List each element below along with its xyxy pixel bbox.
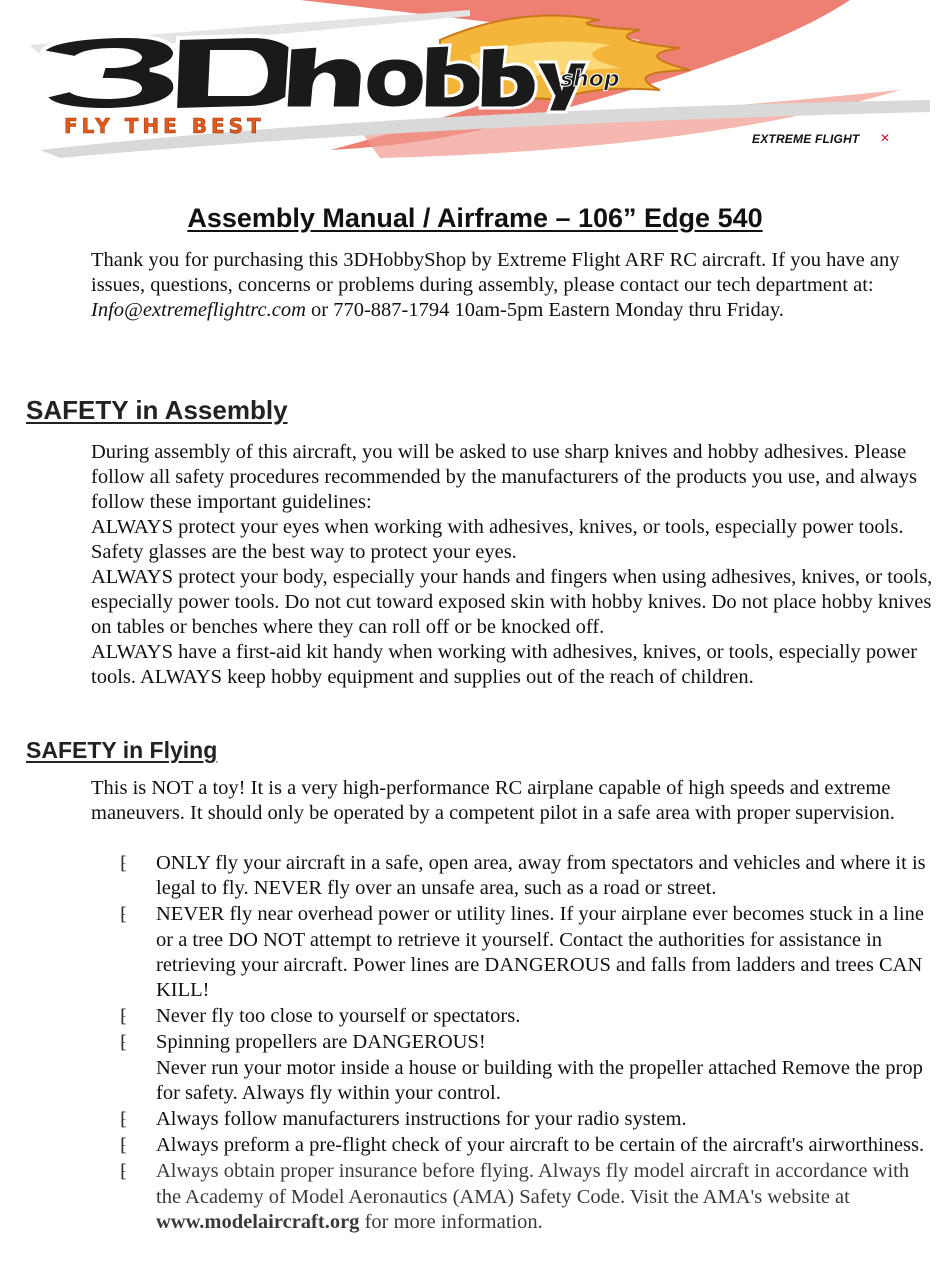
list-item xyxy=(120,1004,935,1029)
list-item xyxy=(120,902,935,1003)
rule-text: Always obtain proper insurance before flying. Always fly model aircraft in accordance with the Academy of Model Aeronautics (AMA) Safety Code. Visit the AMA's website at xyxy=(156,1160,910,1208)
contact-email[interactable]: Info@extremeflightrc.com xyxy=(91,299,306,321)
section-heading-safety-flying: SAFETY in Flying xyxy=(26,737,218,763)
intro-paragraph xyxy=(91,248,931,323)
bracket-bullet-icon: ⁅ xyxy=(120,1032,128,1054)
svg-text:shop: shop xyxy=(560,67,620,92)
safety-rules-list xyxy=(120,851,935,1236)
assembly-paragraph: ALWAYS protect your body, especially your hands and fingers when using adhesives, knives, or tools, especially power tools. Do not cut toward exposed skin with hobby knives. Do not place hobby knives on tables or benches where they can roll off or be knocked off. xyxy=(91,566,933,638)
assembly-paragraph: During assembly of this aircraft, you will be asked to use sharp knives and hobby adhesives. Please follow all safety procedures recommended by the manufacturers of the products you use, and always follow these important guidelines: xyxy=(91,441,917,513)
rule-text: ONLY fly your aircraft in a safe, open area, away from spectators and vehicles and where it is legal to fly. NEVER fly over an unsafe area, such as a road or street. xyxy=(156,852,926,900)
bracket-bullet-icon: ⁅ xyxy=(120,1135,128,1157)
rule-continuation: Never run your motor inside a house or building with the propeller attached Remove the prop for safety. Always fly within your control. xyxy=(156,1056,923,1104)
list-item xyxy=(120,1159,935,1235)
intro-contact-hours: or 770-887-1794 10am-5pm Eastern Monday thru Friday. xyxy=(305,299,784,321)
rule-text: Always follow manufacturers instructions for your radio system. xyxy=(156,1108,687,1131)
bracket-bullet-icon: ⁅ xyxy=(120,1161,128,1183)
list-item xyxy=(120,851,935,901)
rule-text: NEVER fly near overhead power or utility lines. If your airplane ever becomes stuck in a line or a tree DO NOT attempt to retrieve it yourself. Contact the authorities for assistance in retrieving your aircraft. Power lines are DANGEROUS and falls from ladders and trees CAN KILL! xyxy=(156,903,924,1002)
ama-website-link[interactable]: www.modelaircraft.org xyxy=(156,1210,360,1233)
safety-flying-intro: This is NOT a toy! It is a very high-performance RC airplane capable of high speeds and extreme maneuvers. It should only be operated by a competent pilot in a safe area with proper supervision. xyxy=(91,777,895,824)
list-item xyxy=(120,1107,935,1132)
extreme-flight-logo: EXTREME FLIGHT xyxy=(752,132,860,146)
assembly-paragraph: ALWAYS protect your eyes when working with adhesives, knives, or tools, especially power tools. Safety glasses are the best way to protect your eyes. xyxy=(91,516,904,563)
list-item xyxy=(120,1133,935,1158)
bracket-bullet-icon: ⁅ xyxy=(120,853,128,874)
list-item xyxy=(120,1030,935,1106)
banner-tagline: FLY THE BEST xyxy=(64,114,265,138)
rule-text: Never fly too close to yourself or spectators. xyxy=(156,1005,521,1028)
intro-text: Thank you for purchasing this 3DHobbyShop by Extreme Flight ARF RC aircraft. If you have any issues, questions, concerns or problems during assembly, please contact our tech department at: xyxy=(91,249,900,296)
rule-text: Spinning propellers are DANGEROUS! xyxy=(156,1031,486,1054)
safety-assembly-body xyxy=(91,440,936,690)
rule-text: Always preform a pre-flight check of your aircraft to be certain of the aircraft's airworthiness. xyxy=(156,1134,925,1157)
document-title: Assembly Manual / Airframe – 106” Edge 540 xyxy=(187,203,763,233)
bracket-bullet-icon: ⁅ xyxy=(120,1109,128,1131)
section-heading-safety-assembly: SAFETY in Assembly xyxy=(26,395,288,425)
bracket-bullet-icon: ⁅ xyxy=(120,1006,128,1028)
bracket-bullet-icon: ⁅ xyxy=(120,904,128,926)
header-banner xyxy=(0,0,950,165)
extreme-flight-mark-icon: ✕ xyxy=(880,131,891,145)
assembly-paragraph: ALWAYS have a first-aid kit handy when working with adhesives, knives, or tools, especially power tools. ALWAYS keep hobby equipment and supplies out of the reach of children. xyxy=(91,641,918,688)
rule-text-end: for more information. xyxy=(359,1210,543,1233)
